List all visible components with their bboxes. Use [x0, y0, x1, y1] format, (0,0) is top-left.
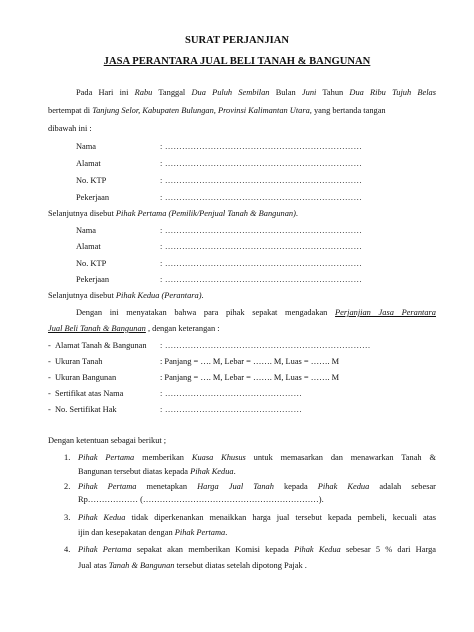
party1-field-blank: : ……………………………………………………………: [160, 142, 363, 151]
opening-line-3: dibawah ini :: [48, 124, 92, 133]
party1-field-blank: : ……………………………………………………………: [160, 159, 363, 168]
property-value: : …………………………………………: [160, 389, 303, 398]
document-subtitle: JASA PERANTARA JUAL BELI TANAH & BANGUNAN: [103, 56, 371, 67]
property-value: : Panjang = …. M, Lebar = ……. M, Luas = ……. M: [160, 357, 340, 366]
property-item: - Alamat Tanah & Bangunan: [48, 341, 147, 350]
party1-field-blank: : ……………………………………………………………: [160, 176, 363, 185]
term-2-line-2: Rp……………… (………………………………………………………).: [78, 495, 324, 504]
party1-field-label: Pekerjaan: [76, 193, 110, 202]
term-1-line-2: Bangunan tersebut diatas kepada Pihak Kedua.: [78, 467, 236, 476]
opening-line-1: Pada Hari ini Rabu Tanggal Dua Puluh Sembilan Bulan Juni Tahun Dua Ribu Tujuh Belas: [76, 88, 436, 97]
property-item: - Ukuran Tanah: [48, 357, 103, 366]
party2-field-blank: : ……………………………………………………………: [160, 226, 363, 235]
statement-line-1: Dengan ini menyatakan bahwa para pihak sepakat mengadakan Perjanjian Jasa Perantara: [76, 308, 436, 317]
party2-field-label: Pekerjaan: [76, 275, 110, 284]
statement-line-2: Jual Beli Tanah & Bangunan , dengan keterangan :: [48, 324, 220, 333]
party2-field-blank: : ……………………………………………………………: [160, 242, 363, 251]
term-1-line-1: Pihak Pertama memberikan Kuasa Khusus untuk memasarkan dan menawarkan Tanah &: [78, 453, 436, 462]
terms-intro: Dengan ketentuan sebagai berikut ;: [48, 436, 167, 445]
term-number: 3.: [64, 513, 71, 522]
property-value: : Panjang = …. M, Lebar = ……. M, Luas = ……. M: [160, 373, 340, 382]
property-item: - No. Sertifikat Hak: [48, 405, 117, 414]
property-item: - Sertifikat atas Nama: [48, 389, 124, 398]
opening-line-2: bertempat di Tanjung Selor, Kabupaten Bulungan, Provinsi Kalimantan Utara, yang bertanda tangan: [48, 106, 386, 115]
party1-designation: Selanjutnya disebut Pihak Pertama (Pemilik/Penjual Tanah & Bangunan).: [48, 209, 298, 218]
party2-field-label: Nama: [76, 226, 96, 235]
party1-field-label: Nama: [76, 142, 96, 151]
term-3-line-2: ijin dan kesepakatan dengan Pihak Pertama.: [78, 528, 228, 537]
term-4-line-1: Pihak Pertama sepakat akan memberikan Komisi kepada Pihak Kedua sebesar 5 % dari Harga: [78, 545, 436, 554]
party2-field-blank: : ……………………………………………………………: [160, 275, 363, 284]
party2-field-blank: : ……………………………………………………………: [160, 259, 363, 268]
term-2-line-1: Pihak Pertama menetapkan Harga Jual Tanah kepada Pihak Kedua adalah sebesar: [78, 482, 436, 491]
document-title: SURAT PERJANJIAN: [184, 35, 290, 46]
party1-field-label: Alamat: [76, 159, 101, 168]
party1-field-label: No. KTP: [76, 176, 107, 185]
property-value: : …………………………………………: [160, 405, 303, 414]
term-4-line-2: Jual atas Tanah & Bangunan tersebut diatas setelah dipotong Pajak .: [78, 561, 307, 570]
term-number: 4.: [64, 545, 71, 554]
party2-field-label: No. KTP: [76, 259, 107, 268]
term-number: 1.: [64, 453, 71, 462]
party1-field-blank: : ……………………………………………………………: [160, 193, 363, 202]
party2-designation: Selanjutnya disebut Pihak Kedua (Perantara).: [48, 291, 204, 300]
term-number: 2.: [64, 482, 71, 491]
property-item: - Ukuran Bangunan: [48, 373, 117, 382]
term-3-line-1: Pihak Kedua tidak diperkenankan menaikkan harga jual tersebut kepada pembeli, kecuali atas: [78, 513, 436, 522]
party2-field-label: Alamat: [76, 242, 101, 251]
property-value: : ………………………………………………………………: [160, 341, 371, 350]
